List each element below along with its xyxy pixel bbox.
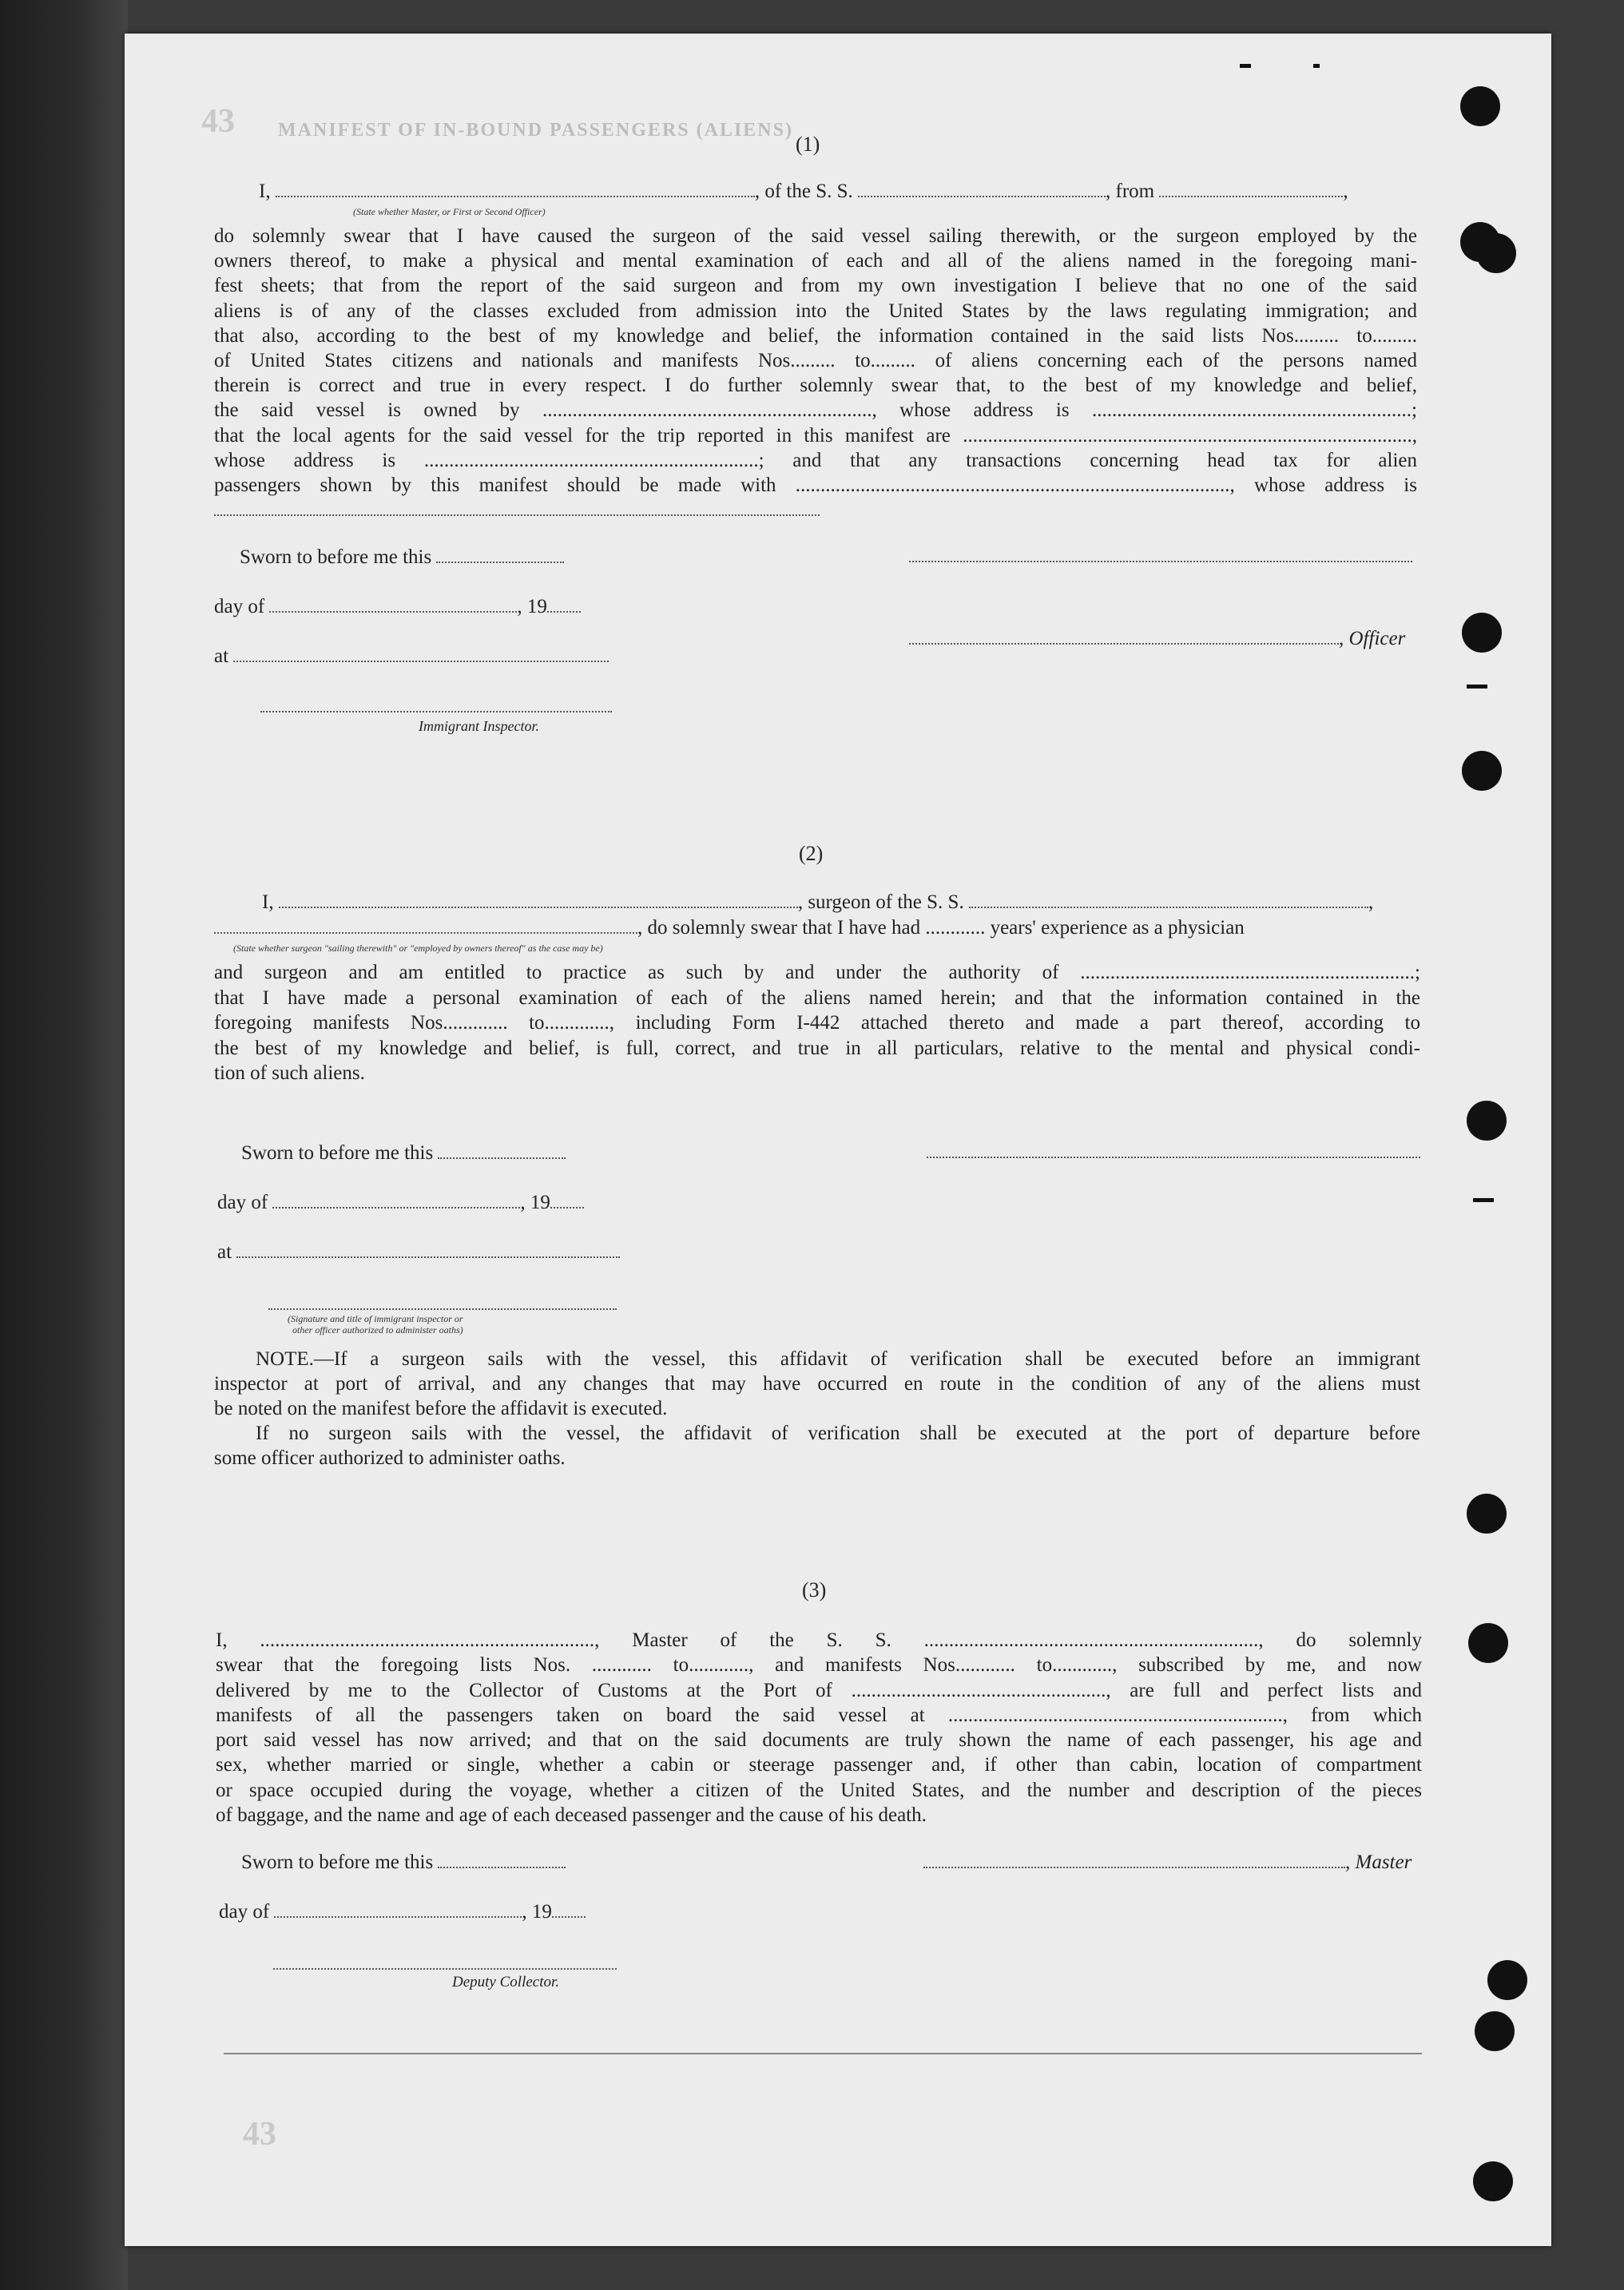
faint-header: MANIFEST OF IN-BOUND PASSENGERS (ALIENS) <box>278 120 793 141</box>
bottom-rule <box>224 2053 1422 2054</box>
s2-sig-caption-2: other officer authorized to administer oaths) <box>292 1324 463 1336</box>
s1-sworn: Sworn to before me this <box>240 545 564 570</box>
binder-hole <box>1460 86 1500 126</box>
scan-mark <box>1240 64 1251 68</box>
s1-day-of: day of , 19 <box>214 594 581 619</box>
section-3-body <box>216 1628 1422 1828</box>
section-2-body <box>214 960 1420 1086</box>
s1-body-line: that the local agents for the said vessel for the trip reported in this manifest are .........................................................................................., <box>214 424 1417 446</box>
binder-hole <box>1475 2011 1515 2051</box>
s2-body-line: that I have made a personal examination of each of the aliens named herein; and that the information contained in the <box>214 986 1420 1009</box>
s1-body-line: aliens is of any of the classes excluded from admission into the United States by the laws regulating immigration; and <box>214 300 1417 322</box>
s1-sig-line-1 <box>909 559 1412 562</box>
s2-sworn: Sworn to before me this <box>241 1141 566 1165</box>
s2-note-line: If no surgeon sails with the vessel, the affidavit of verification shall be executed at the port of departure before <box>256 1423 1420 1444</box>
s1-body-line: passengers shown by this manifest should be made with ......................................................................................., whose address is <box>214 474 1417 497</box>
s1-body-line: that also, according to the best of my knowledge and belief, the information contained in the said lists Nos......... to......... <box>214 324 1417 347</box>
blank-vessel <box>858 181 1106 197</box>
section-1-number: (1) <box>796 133 820 156</box>
s1-body-line: do solemnly swear that I have caused the surgeon of the said vessel sailing therewith, or the surgeon employed by the <box>214 225 1417 247</box>
s1-l1a: I, <box>259 181 271 202</box>
s3-collector-caption: Deputy Collector. <box>452 1974 560 1990</box>
s2-body-line: and surgeon and am entitled to practice as such by and under the authority of ...................................................................; <box>214 962 1420 983</box>
s2-line2: , do solemnly swear that I have had ............ years' experience as a physician <box>214 915 1245 940</box>
s1-inspector-caption: Immigrant Inspector. <box>419 718 539 734</box>
s2-sig-caption-1: (Signature and title of immigrant inspector or <box>288 1313 463 1324</box>
s2-body-line: foregoing manifests Nos............. to............., including Form I-442 attached thereto and made a part thereof, according to <box>214 1012 1420 1034</box>
s1-line1-note: (State whether Master, or First or Second Officer) <box>353 206 546 217</box>
page-number-top: 43 <box>201 103 235 140</box>
binder-hole <box>1467 1101 1507 1141</box>
s2-note-line: some officer authorized to administer oaths. <box>214 1447 566 1469</box>
section-2-note <box>214 1347 1420 1470</box>
s3-day-of: day of , 19 <box>219 1899 586 1924</box>
s2-day-of: day of , 19 <box>217 1190 584 1215</box>
s1-l1b: , of the S. S. <box>754 181 853 202</box>
s3-body-line: I, ..................................................................., Master of the S. S. ..................................................................., do solemnly <box>216 1629 1422 1651</box>
section-1-body <box>214 224 1417 498</box>
s2-line2-note: (State whether surgeon "sailing therewith" or "employed by owners thereof" as the case may be) <box>233 943 603 954</box>
binder-hole <box>1473 2161 1513 2201</box>
s1-l1c: , from <box>1106 181 1155 202</box>
s3-body-line: swear that the foregoing lists Nos. ............ to............, and manifests Nos............ to............, subscribed by me, and now <box>216 1654 1422 1677</box>
s1-inspector-line <box>260 709 612 712</box>
binder-hole <box>1468 1623 1508 1663</box>
binder-hole <box>1462 613 1502 653</box>
s2-note-line: NOTE.—If a surgeon sails with the vessel, this affidavit of verification shall be executed before an immigrant <box>256 1348 1420 1370</box>
s1-trailing-line <box>214 513 820 516</box>
s2-note-line: inspector at port of arrival, and any changes that may have occurred en route in the condition of any of the aliens must <box>214 1373 1420 1395</box>
s1-body-line: the said vessel is owned by .................................................................., whose address is ................................................................; <box>214 399 1417 422</box>
blank-officer-name <box>276 181 755 197</box>
section-3-number: (3) <box>802 1578 827 1601</box>
s3-body-line: delivered by me to the Collector of Customs at the Port of ..................................................., are full and perfect lists and <box>216 1679 1422 1701</box>
s3-body-line: port said vessel has now arrived; and that on the said documents are truly shown the name of each passenger, his age and <box>216 1729 1422 1752</box>
scan-mark <box>1313 64 1320 68</box>
s3-collector-line <box>273 1967 617 1970</box>
s1-officer: , Officer <box>909 626 1405 651</box>
s1-body-line: therein is correct and true in every respect. I do further solemnly swear that, to the best of my knowledge and belief, <box>214 375 1417 397</box>
s3-sworn: Sworn to before me this <box>241 1850 566 1875</box>
binder-hole <box>1476 233 1516 273</box>
binder-hole <box>1487 1960 1527 2000</box>
s1-line1: I, , of the S. S. , from , <box>259 181 1348 202</box>
s3-master: , Master <box>923 1850 1412 1875</box>
scan-mark <box>1467 685 1487 689</box>
s1-body-line: of United States citizens and nationals and manifests Nos......... to......... of aliens concerning each of the persons named <box>214 350 1417 372</box>
s2-body-line: the best of my knowledge and belief, is full, correct, and true in all particulars, relative to the mental and physical condi- <box>214 1037 1420 1059</box>
s3-body-line: sex, whether married or single, whether a cabin or steerage passenger and, if other than cabin, location of compartment <box>216 1754 1422 1776</box>
scan-mark <box>1473 1198 1494 1202</box>
s2-note-line: be noted on the manifest before the affidavit is executed. <box>214 1398 668 1419</box>
blank-from <box>1159 181 1343 197</box>
s1-body-line: owners thereof, to make a physical and mental examination of each and all of the aliens named in the foregoing mani- <box>214 250 1417 272</box>
s1-body-line: whose address is ...................................................................; and that any transactions concerning head tax for alien <box>214 449 1417 471</box>
scan-background <box>0 0 128 2290</box>
binder-hole <box>1462 751 1502 791</box>
s1-body-line: fest sheets; that from the report of the said surgeon and from my own investigation I believe that no one of the said <box>214 275 1417 297</box>
s2-body-line: tion of such aliens. <box>214 1062 365 1084</box>
binder-hole <box>1467 1494 1507 1534</box>
s1-at: at <box>214 644 609 669</box>
s3-body-line: or space occupied during the voyage, whether a citizen of the United States, and the number and description of the pieces <box>216 1779 1422 1801</box>
s2-at: at <box>217 1240 620 1264</box>
document-page <box>125 34 1551 2246</box>
section-2-number: (2) <box>799 842 824 865</box>
s2-sig-line <box>927 1155 1420 1158</box>
s3-body-line: manifests of all the passengers taken on board the said vessel at ..................................................................., from which <box>216 1704 1422 1726</box>
page-number-bottom: 43 <box>243 2116 276 2153</box>
s2-inspector-line <box>268 1307 617 1310</box>
s2-line1: I, , surgeon of the S. S. , <box>262 891 1374 913</box>
s3-body-line: of baggage, and the name and age of each deceased passenger and the cause of his death. <box>216 1804 927 1827</box>
